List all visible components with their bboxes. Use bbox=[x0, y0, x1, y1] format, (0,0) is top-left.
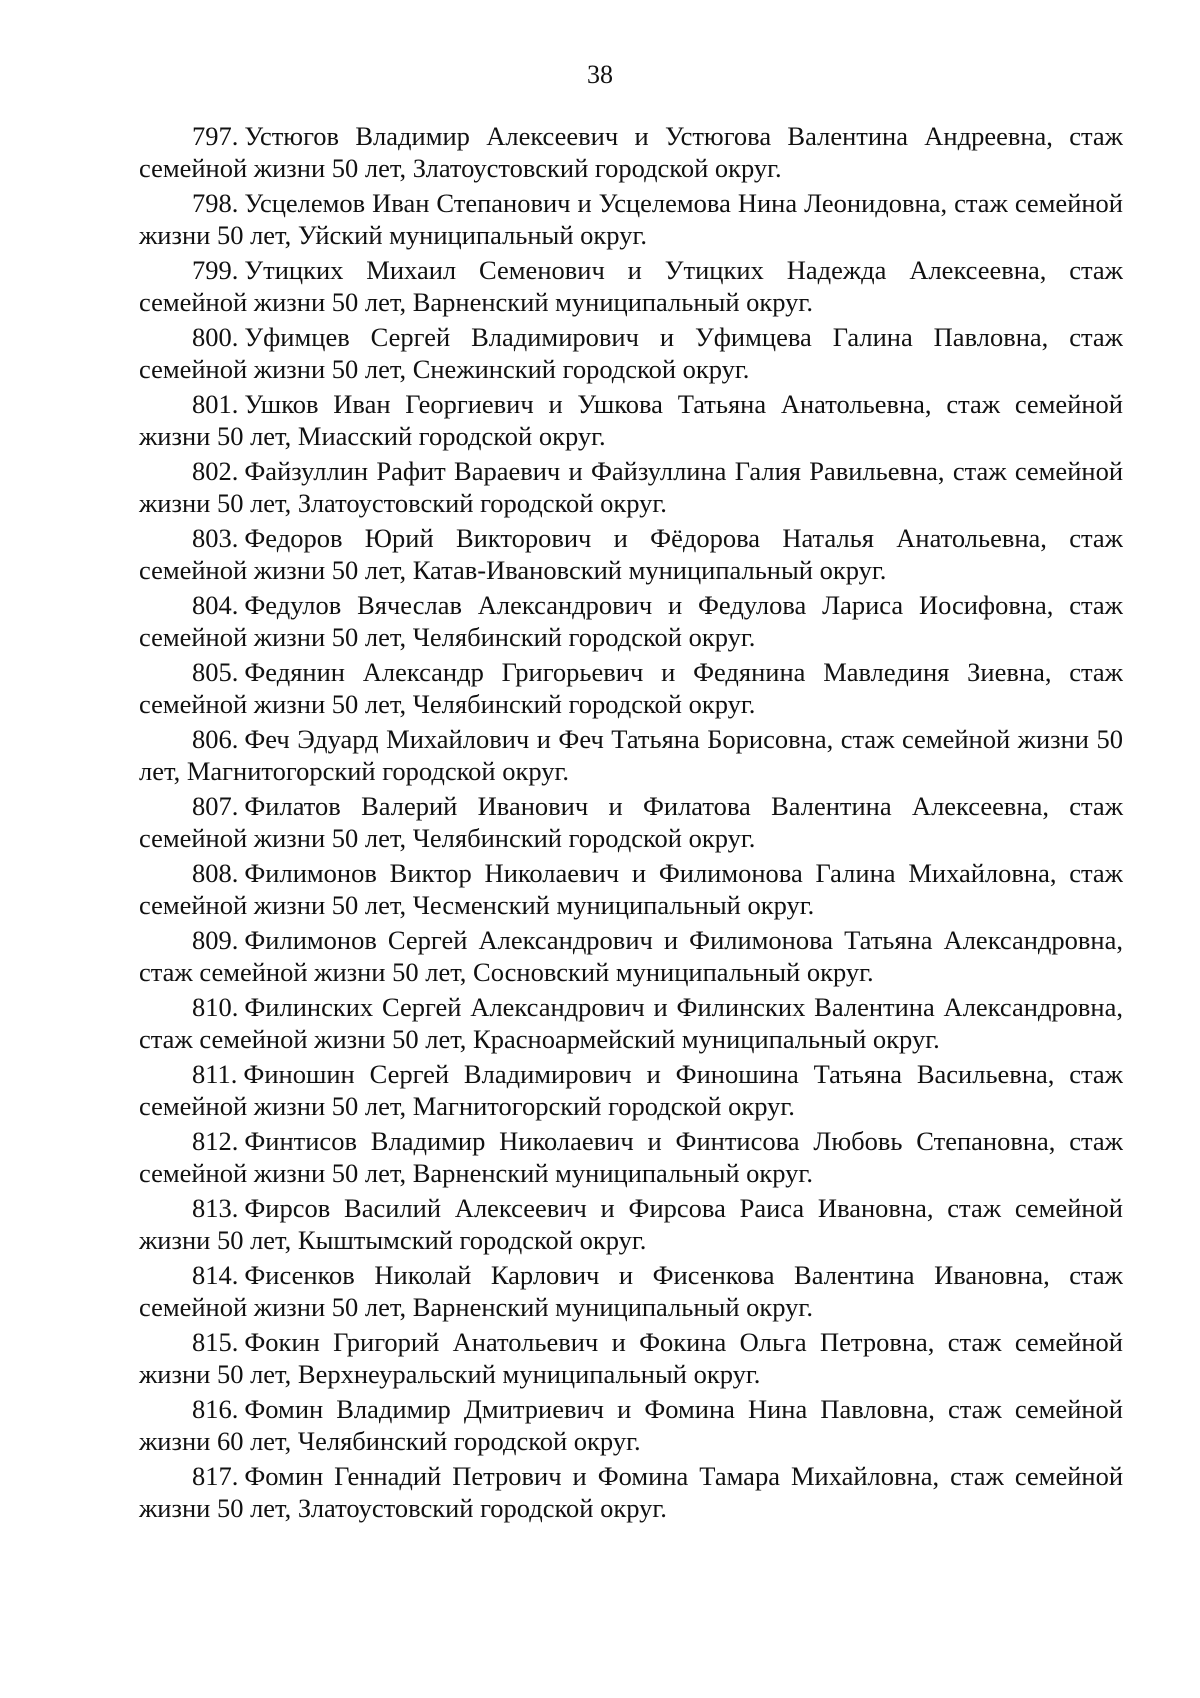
entry-text: Федоров Юрий Викторович и Фёдорова Наталья Анатольевна, стаж семейной жизни 50 лет, Катав-Ивановский муниципальный округ. bbox=[139, 523, 1123, 585]
entry-text: Фисенков Николай Карлович и Фисенкова Валентина Ивановна, стаж семейной жизни 50 лет, Варненский муниципальный округ. bbox=[139, 1260, 1123, 1322]
entry-text: Филатов Валерий Иванович и Филатова Валентина Алексеевна, стаж семейной жизни 50 лет, Челябинский городской округ. bbox=[139, 791, 1123, 853]
entry-number: 806. bbox=[192, 724, 239, 754]
list-item bbox=[139, 1058, 1123, 1122]
page-number: 38 bbox=[587, 60, 613, 89]
list-item bbox=[139, 723, 1123, 787]
entry-number: 799. bbox=[192, 255, 239, 285]
list-item bbox=[139, 321, 1123, 385]
list-item bbox=[139, 120, 1123, 184]
entry-list bbox=[139, 120, 1123, 1527]
entry-number: 797. bbox=[192, 121, 239, 151]
list-item bbox=[139, 1393, 1123, 1457]
entry-number: 807. bbox=[192, 791, 239, 821]
list-item bbox=[139, 1460, 1123, 1524]
entry-text: Уфимцев Сергей Владимирович и Уфимцева Галина Павловна, стаж семейной жизни 50 лет, Снежинский городской округ. bbox=[139, 322, 1123, 384]
list-item bbox=[139, 656, 1123, 720]
entry-text: Финтисов Владимир Николаевич и Финтисова Любовь Степановна, стаж семейной жизни 50 лет, Варненский муниципальный округ. bbox=[139, 1126, 1123, 1188]
list-item bbox=[139, 991, 1123, 1055]
entry-text: Федулов Вячеслав Александрович и Федулова Лариса Иосифовна, стаж семейной жизни 50 лет, Челябинский городской округ. bbox=[139, 590, 1123, 652]
entry-text: Филимонов Виктор Николаевич и Филимонова Галина Михайловна, стаж семейной жизни 50 лет, Чесменский муниципальный округ. bbox=[139, 858, 1123, 920]
list-item bbox=[139, 187, 1123, 251]
entry-text: Усцелемов Иван Степанович и Усцелемова Нина Леонидовна, стаж семейной жизни 50 лет, Уйский муниципальный округ. bbox=[139, 188, 1123, 250]
entry-number: 803. bbox=[192, 523, 239, 553]
list-item bbox=[139, 1326, 1123, 1390]
entry-text: Федянин Александр Григорьевич и Федянина Мавлединя Зиевна, стаж семейной жизни 50 лет, Челябинский городской округ. bbox=[139, 657, 1123, 719]
entry-number: 814. bbox=[192, 1260, 239, 1290]
entry-number: 810. bbox=[192, 992, 239, 1022]
entry-number: 808. bbox=[192, 858, 239, 888]
entry-text: Утицких Михаил Семенович и Утицких Надежда Алексеевна, стаж семейной жизни 50 лет, Варненский муниципальный округ. bbox=[139, 255, 1123, 317]
list-item bbox=[139, 1125, 1123, 1189]
list-item bbox=[139, 1192, 1123, 1256]
entry-text: Финошин Сергей Владимирович и Финошина Татьяна Васильевна, стаж семейной жизни 50 лет, Магнитогорский городской округ. bbox=[139, 1059, 1123, 1121]
list-item bbox=[139, 857, 1123, 921]
list-item bbox=[139, 790, 1123, 854]
entry-number: 802. bbox=[192, 456, 239, 486]
entry-number: 816. bbox=[192, 1394, 239, 1424]
entry-text: Фокин Григорий Анатольевич и Фокина Ольга Петровна, стаж семейной жизни 50 лет, Верхнеуральский муниципальный округ. bbox=[139, 1327, 1123, 1389]
list-item bbox=[139, 522, 1123, 586]
list-item bbox=[139, 924, 1123, 988]
entry-text: Файзуллин Рафит Вараевич и Файзуллина Галия Равильевна, стаж семейной жизни 50 лет, Златоустовский городской округ. bbox=[139, 456, 1123, 518]
entry-number: 815. bbox=[192, 1327, 239, 1357]
entry-text: Феч Эдуард Михайлович и Феч Татьяна Борисовна, стаж семейной жизни 50 лет, Магнитогорский городской округ. bbox=[139, 724, 1123, 786]
entry-text: Филимонов Сергей Александрович и Филимонова Татьяна Александровна, стаж семейной жизни 50 лет, Сосновский муниципальный округ. bbox=[139, 925, 1123, 987]
list-item bbox=[139, 1259, 1123, 1323]
list-item bbox=[139, 388, 1123, 452]
entry-number: 813. bbox=[192, 1193, 239, 1223]
entry-text: Фомин Геннадий Петрович и Фомина Тамара Михайловна, стаж семейной жизни 50 лет, Златоустовский городской округ. bbox=[139, 1461, 1123, 1523]
entry-number: 801. bbox=[192, 389, 239, 419]
entry-number: 805. bbox=[192, 657, 239, 687]
entry-text: Устюгов Владимир Алексеевич и Устюгова Валентина Андреевна, стаж семейной жизни 50 лет, Златоустовский городской округ. bbox=[139, 121, 1123, 183]
entry-number: 804. bbox=[192, 590, 239, 620]
entry-number: 812. bbox=[192, 1126, 239, 1156]
entry-number: 811. bbox=[192, 1059, 238, 1089]
entry-text: Фомин Владимир Дмитриевич и Фомина Нина Павловна, стаж семейной жизни 60 лет, Челябинский городской округ. bbox=[139, 1394, 1123, 1456]
entry-number: 809. bbox=[192, 925, 239, 955]
list-item bbox=[139, 589, 1123, 653]
entry-number: 798. bbox=[192, 188, 239, 218]
list-item bbox=[139, 455, 1123, 519]
entry-number: 817. bbox=[192, 1461, 239, 1491]
list-item bbox=[139, 254, 1123, 318]
entry-text: Филинских Сергей Александрович и Филинских Валентина Александровна, стаж семейной жизни 50 лет, Красноармейский муниципальный округ. bbox=[139, 992, 1123, 1054]
entry-number: 800. bbox=[192, 322, 239, 352]
entry-text: Ушков Иван Георгиевич и Ушкова Татьяна Анатольевна, стаж семейной жизни 50 лет, Миасский городской округ. bbox=[139, 389, 1123, 451]
entry-text: Фирсов Василий Алексеевич и Фирсова Раиса Ивановна, стаж семейной жизни 50 лет, Кыштымский городской округ. bbox=[139, 1193, 1123, 1255]
